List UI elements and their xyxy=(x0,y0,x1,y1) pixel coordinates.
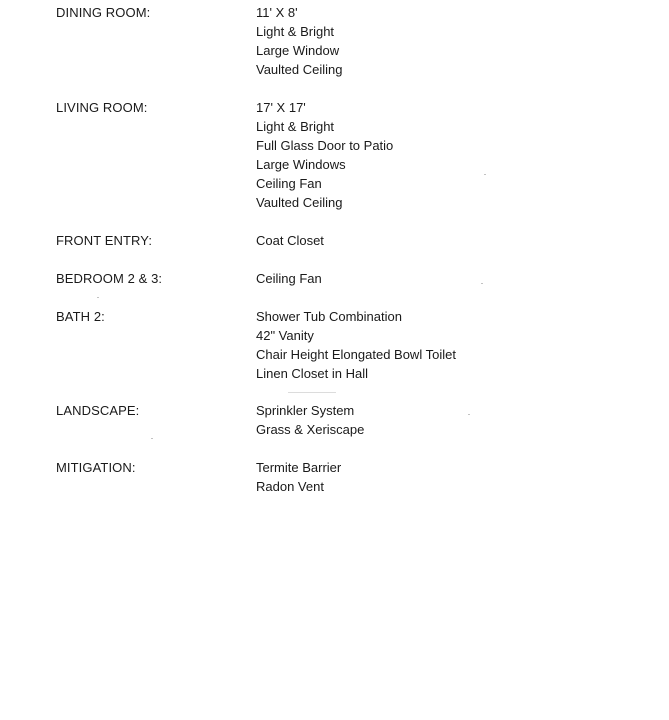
section-label: BEDROOM 2 & 3: xyxy=(56,271,163,286)
feature-list xyxy=(256,98,393,212)
section-label: LANDSCAPE: xyxy=(56,403,140,418)
list-item: Large Windows xyxy=(256,157,346,172)
list-item: Radon Vent xyxy=(256,479,324,494)
list-item: 17' X 17' xyxy=(256,100,306,115)
section-label: MITIGATION: xyxy=(56,460,136,475)
scan-speck xyxy=(481,283,483,284)
scan-speck xyxy=(484,174,486,175)
list-item: Full Glass Door to Patio xyxy=(256,138,394,153)
list-item: Ceiling Fan xyxy=(256,271,322,286)
list-item: Ceiling Fan xyxy=(256,176,322,191)
list-item: Light & Bright xyxy=(256,119,335,134)
feature-list xyxy=(256,307,456,383)
list-item: Termite Barrier xyxy=(256,460,342,475)
list-item: Linen Closet in Hall xyxy=(256,366,369,381)
scan-speck xyxy=(151,438,153,439)
list-item: Coat Closet xyxy=(256,233,324,248)
list-item: Vaulted Ceiling xyxy=(256,62,343,77)
section-label: LIVING ROOM: xyxy=(56,100,148,115)
feature-list xyxy=(256,269,322,288)
feature-list xyxy=(256,401,364,439)
list-item: Vaulted Ceiling xyxy=(256,195,343,210)
scan-speck xyxy=(468,414,470,415)
list-item: Grass & Xeriscape xyxy=(256,422,365,437)
list-item: Sprinkler System xyxy=(256,403,355,418)
list-item: 11' X 8' xyxy=(256,5,298,20)
section-label: DINING ROOM: xyxy=(56,5,151,20)
feature-list xyxy=(256,231,324,250)
list-item: Light & Bright xyxy=(256,24,335,39)
list-item: 42" Vanity xyxy=(256,328,314,343)
scan-speck xyxy=(97,297,99,298)
list-item: Chair Height Elongated Bowl Toilet xyxy=(256,347,456,362)
scan-speck xyxy=(288,392,336,393)
list-item: Shower Tub Combination xyxy=(256,309,402,324)
section-label: BATH 2: xyxy=(56,309,105,324)
section-label: FRONT ENTRY: xyxy=(56,233,153,248)
feature-list xyxy=(256,3,342,79)
feature-list xyxy=(256,458,341,496)
list-item: Large Window xyxy=(256,43,340,58)
